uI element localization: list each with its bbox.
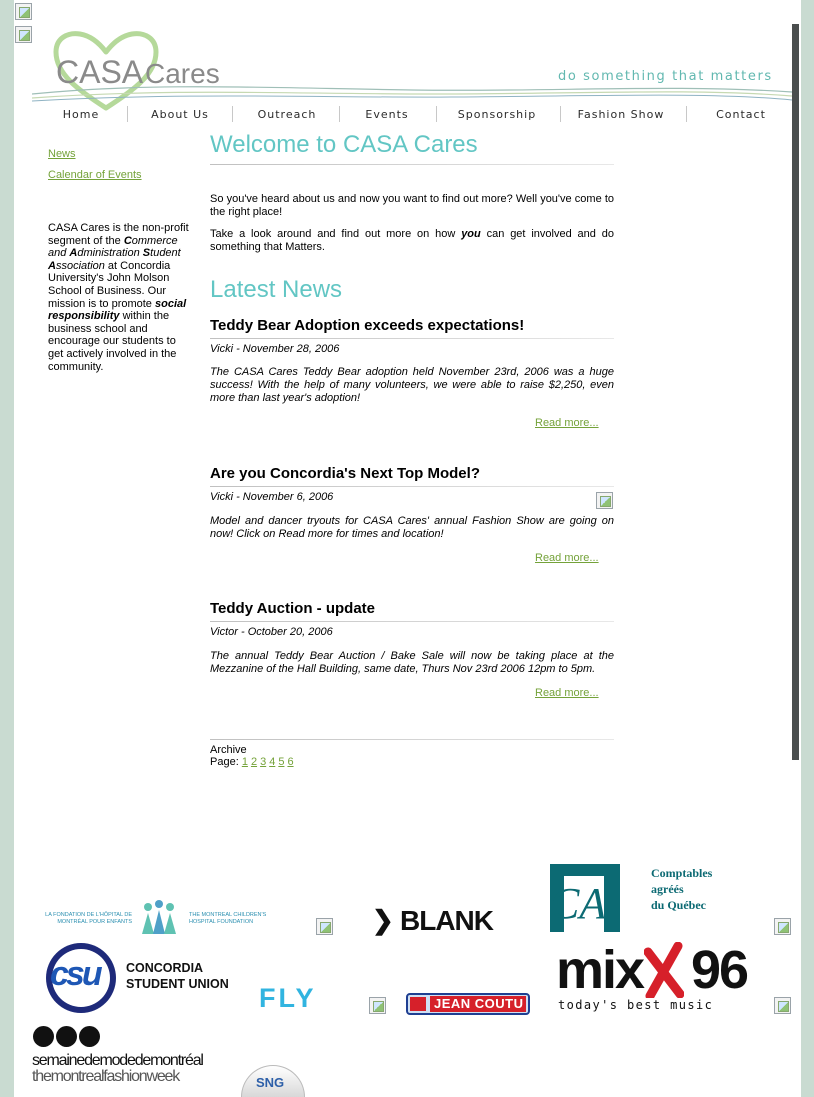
broken-image-icon — [774, 918, 791, 935]
news-body: Model and dancer tryouts for CASA Cares' annual Fashion Show are going on now! Click on Read more for times and location! — [210, 515, 614, 540]
broken-image-icon — [15, 26, 32, 43]
sponsor-concordia-student-union-logo[interactable]: csu CONCORDIA STUDENT UNION — [46, 943, 236, 1015]
chevron-right-icon: ❯ — [372, 905, 393, 935]
news-byline: Vicki - November 28, 2006 — [210, 343, 340, 355]
nav-events[interactable]: Events — [365, 108, 409, 121]
nav-fashion-show[interactable]: Fashion Show — [577, 108, 665, 121]
sponsor-jean-coutu-logo[interactable]: JEAN COUTU — [406, 993, 530, 1015]
broken-image-icon — [316, 918, 333, 935]
intro-paragraph-2: Take a look around and find out more on how you can get involved and do something that Matters. — [210, 228, 614, 253]
broken-image-icon — [369, 997, 386, 1014]
news-body: The CASA Cares Teddy Bear adoption held November 23rd, 2006 was a huge success! With the help of many volunteers, we were able to raise $2,250, even more than last year's adoption! — [210, 366, 614, 404]
sponsor-ca-quebec-logo[interactable]: CA Comptables agréés du Québec — [548, 860, 728, 935]
archive-pagination — [210, 744, 297, 769]
page-edge-shadow — [792, 24, 799, 760]
svg-text:CASA: CASA — [56, 54, 144, 90]
sponsor-montreal-fashion-week-logo[interactable]: semainedemodedemontréal themontrealfashionweek — [32, 1025, 242, 1095]
page-label: Page: — [210, 756, 239, 769]
broken-image-icon — [596, 492, 613, 509]
page-link-2[interactable]: 2 — [250, 756, 258, 769]
nav-separator — [686, 106, 687, 122]
news-title: Are you Concordia's Next Top Model? — [210, 465, 480, 482]
nav-separator — [436, 106, 437, 122]
divider — [210, 164, 614, 165]
nav-sponsorship[interactable]: Sponsorship — [457, 108, 537, 121]
broken-image-icon — [774, 997, 791, 1014]
sponsor-mix-96-logo[interactable]: mix 96 today's best music — [556, 940, 748, 1012]
news-title: Teddy Auction - update — [210, 600, 375, 617]
read-more-link[interactable]: Read more... — [535, 417, 599, 429]
page-link-5[interactable]: 5 — [278, 756, 285, 769]
nav-separator — [232, 106, 233, 122]
header-swoosh-lines — [32, 78, 792, 108]
nav-separator — [560, 106, 561, 122]
latest-news-heading: Latest News — [210, 276, 343, 303]
broken-image-icon — [15, 3, 32, 20]
divider — [210, 486, 614, 487]
news-byline: Victor - October 20, 2006 — [210, 626, 333, 638]
nav-home[interactable]: Home — [62, 108, 100, 121]
divider — [210, 739, 614, 740]
svg-text:Cares: Cares — [145, 58, 220, 89]
main-nav — [32, 106, 772, 124]
sponsor-blank-logo[interactable]: ❯ BLANK — [372, 905, 493, 936]
news-body: The annual Teddy Bear Auction / Bake Sale will now be taking place at the Mezzanine of the Hall Building, same date, Thurs Nov 23rd 2006 12pm to 5pm. — [210, 650, 614, 675]
news-byline: Vicki - November 6, 2006 — [210, 491, 334, 503]
read-more-link[interactable]: Read more... — [535, 552, 599, 564]
archive-label: Archive — [210, 744, 247, 756]
read-more-link[interactable]: Read more... — [535, 687, 599, 699]
nav-about-us[interactable]: About Us — [151, 108, 209, 121]
page-link-3[interactable]: 3 — [260, 756, 267, 769]
page-link-1[interactable]: 1 — [241, 756, 248, 769]
page-link-4[interactable]: 4 — [269, 756, 276, 769]
sidebar-link-calendar[interactable]: Calendar of Events — [48, 169, 142, 181]
page-title: Welcome to CASA Cares — [210, 131, 478, 158]
nav-outreach[interactable]: Outreach — [257, 108, 317, 121]
tagline: do something that matters — [558, 69, 773, 84]
hospital-figures-icon — [140, 900, 178, 936]
divider — [210, 338, 614, 339]
sponsor-childrens-hospital-logo[interactable]: LA FONDATION DE L'HÔPITAL DE MONTRÉAL POUR ENFANTS THE MONTREAL CHILDREN'S HOSPITAL FOUNDATION — [32, 900, 282, 938]
sidebar-link-news[interactable]: News — [48, 148, 76, 160]
page-link-6[interactable]: 6 — [287, 756, 294, 769]
mix-x-mark-icon — [644, 942, 684, 998]
nav-contact[interactable]: Contact — [716, 108, 766, 121]
nav-separator — [339, 106, 340, 122]
sponsor-fly-logo[interactable]: FLY — [259, 983, 317, 1013]
about-blurb: CASA Cares is the non-profit segment of the Commerce and Administration Student Association at Concordia University's John Molson School of Business. Our mission is to promote social responsibility within the business school and encourage our students to get actively involved in the community. — [48, 222, 189, 373]
divider — [210, 621, 614, 622]
nav-separator — [127, 106, 128, 122]
intro-paragraph: So you've heard about us and now you want to find out more? Well you've come to the right place! — [210, 193, 614, 218]
sponsor-sng-logo[interactable]: SNG — [241, 1065, 305, 1097]
news-title: Teddy Bear Adoption exceeds expectations! — [210, 317, 525, 334]
